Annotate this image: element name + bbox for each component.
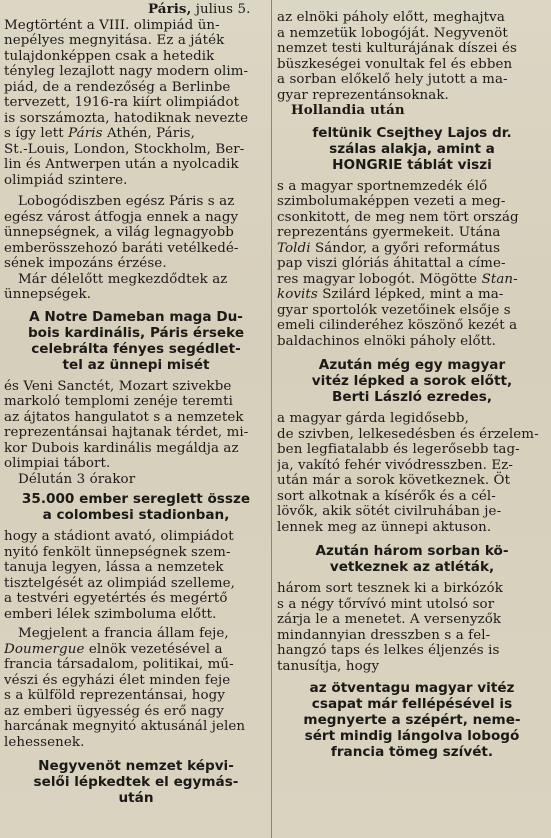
heading-notre-dame: A Notre Dameban maga Du- bois kardinális, Páris érseke celebrálta fényes segédlet- tel az ünnepi misét — [27, 308, 245, 373]
paragraph-delutan: Délután 3 órakor — [18, 471, 136, 487]
paragraph-sportnemzedek — [277, 179, 547, 350]
sportnemzedek-text: s a magyar sportnemzedék élő szimbolumaképpen vezeti a meg- csonkitott, de meg nem tört ország reprezentáns gyermekeit. Utána — [277, 178, 519, 240]
doumergue-italic: Doumergue — [4, 641, 85, 657]
paragraph-allam-feje — [4, 626, 268, 750]
paragraph-veni-sancte: és Veni Sanctét, Mozart szivekbe markoló templomi zenéje teremti az ájtatos hangulatot s a nemzetek reprezentánsai hajtanak térdet, mi- kor Dubois kardinális megáldja az olimpiai tábort. — [4, 378, 249, 471]
heading-stadion: 35.000 ember sereglett össze a colombesi stadionban, — [21, 491, 251, 523]
intro-text: Megtörtént a VIII. olimpiád ün- nepélyes megnyitása. Ez a játék tulajdonképpen csak a hetedik tényleg lezajlott nagy modern olim- piád, de a rendezőség a Berlinbe tervezett, 1916-ra kiírt olimpiádot is sorszámozta, hatodiknak nevezte s így lett — [4, 17, 249, 141]
dateline-city: Páris, — [148, 1, 192, 17]
intro-paragraph — [4, 2, 268, 188]
stankovits-italic: Stan- kovits — [277, 271, 518, 302]
paragraph-delelott: Már délelőtt megkezdődtek az ünnepségek. — [4, 271, 228, 302]
toldi-tail: Sándor, a győri református pap viszi glóriás áhitattal a címe- res magyar lobogót. Mögötte — [277, 240, 506, 287]
paris-italic: Páris — [68, 126, 103, 141]
heading-berti-laszlo: Azután még egy magyar vitéz lépked a sorok előtt, Berti László ezredes, — [311, 357, 513, 405]
paragraph-stadiont-avato: hogy a stádiont avató, olimpiádot nyitó fenkölt ünnepségnek szem- tanuja legyen, lássa a nemzetek tisztelgését az olimpiád szelleme, a testvéri egyetértés és megértő emberi lélek szimboluma előtt. — [4, 529, 236, 622]
heading-csejthey: feltünik Csejthey Lajos dr. szálas alakja, amint a HONGRIE táblát viszi — [312, 124, 512, 173]
allam-feje-tail: elnök vezetésével a francia társadalom, politikai, mű- vészi és egyházi élet minden feje s a külföld reprezentánsai, hogy az emberi ügyesség és erő nagy harcának megnyitó aktusánál jelen lehessenek. — [4, 641, 246, 750]
stankovits-tail: Szilárd lépked, mint a ma- gyar sportolók vezetőinek elsője s emeli cilinderéhez köszönő kezét a baldachinos elnöki páholy előtt. — [277, 287, 518, 349]
paragraph-birkozok: három sort tesznek ki a birkózók s a négy tőrvívó mint utolsó sor zárja le a menetet. A versenyzők mindannyian dresszben s a fel- hangzó taps és lelkes éljenzés is tanusítja, hogy — [277, 581, 503, 674]
paragraph-magyar-garda: a magyar gárda legidősebb, de szivben, lelkesedésben és érzelem- ben legfiatalabb és legerősebb tag- ja, vakító fehér vivódresszben. Ez- után már a sorok következnek. Öt sort alkotnak a kísérők és a cél- lövők, akik sötét civilruhában je- lennek meg az ünnepi aktuson. — [277, 411, 539, 535]
heading-negyvenot-nemzet: Negyvenöt nemzet képvi- selői lépkedtek el egymás- után — [33, 758, 239, 806]
toldi-italic: Toldi — [277, 240, 311, 256]
paragraph-lobogodisz: Lobogódiszben egész Páris s az egész várost átfogja ennek a nagy ünnepségnek, a világ legnagyobb emberösszehozó baráti vetélkedé- sének impozáns érzése. — [4, 194, 239, 271]
right-column — [277, 0, 547, 838]
left-column — [4, 0, 268, 838]
column-divider — [271, 0, 272, 838]
paragraph-elnoki-paholy: az elnöki páholy előtt, meghajtva a nemzetük lobogóját. Negyvenöt nemzet testi kulturájának díszei és büszkeségei vonultak fel és ebben a sorban előkelő hely jutott a ma- gyar reprezentánsoknak. — [277, 10, 518, 103]
allam-feje-text: Megjelent a francia állam feje, — [18, 626, 229, 641]
heading-atletak: Azután három sorban kö- vetkeznek az atléták, — [315, 543, 509, 575]
hollandia-utan: Hollandia után — [291, 102, 405, 118]
dateline-date: julius 5. — [195, 2, 251, 17]
closing-bold-statement: az ötventagu magyar vitéz csapat már fellépésével is megnyerte a szépért, neme- sért mindig lángolva lobogó francia tömeg szívét. — [303, 680, 521, 760]
intro-tail: Athén, Páris, St.-Louis, London, Stockholm, Ber- lin és Antwerpen után a nyolcadik olimpiád szintere. — [4, 126, 245, 188]
